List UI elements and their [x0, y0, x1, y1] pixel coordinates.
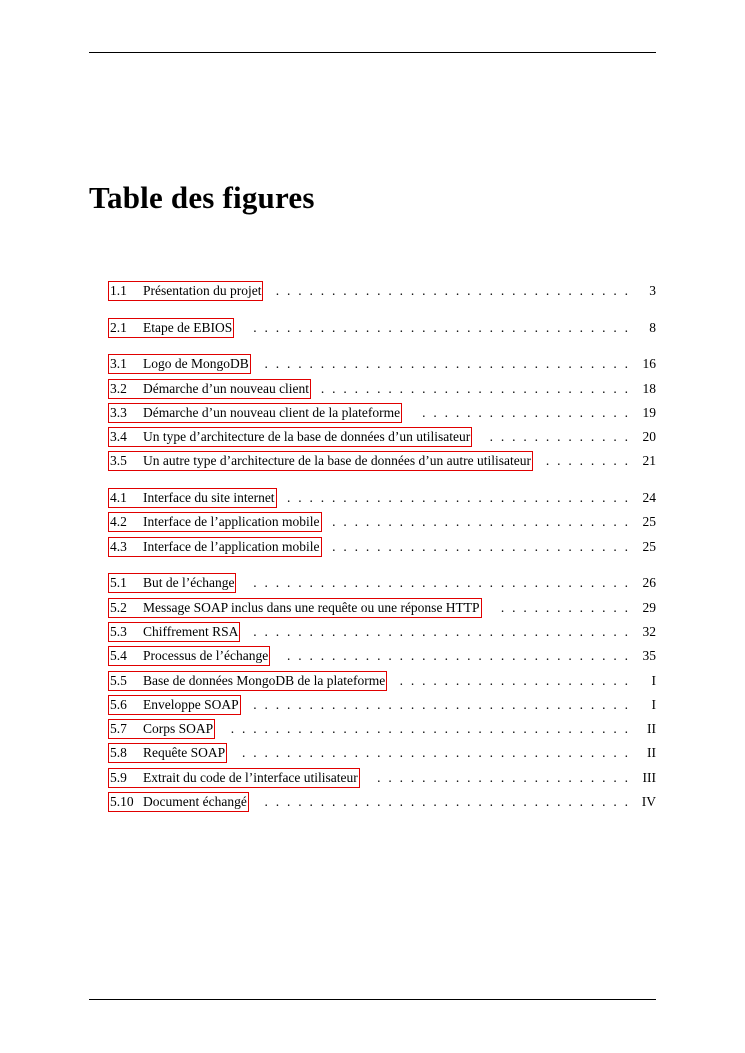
figure-link[interactable] [108, 427, 472, 447]
figure-entry[interactable] [108, 695, 656, 715]
figure-title: Un autre type d’architecture de la base de données d’un autre utilisateur [143, 453, 531, 468]
dot-leader: . . . . . . . . . . . . . . . . . . . . . . . . . . . . . . . . . . [253, 320, 628, 335]
page-number: I [651, 697, 656, 712]
page-number: 16 [642, 356, 656, 371]
figure-entry[interactable] [108, 719, 656, 739]
figure-entry[interactable] [108, 379, 656, 399]
figure-number: 5.10 [110, 794, 134, 809]
page-number: II [647, 745, 656, 760]
figure-number: 5.1 [110, 575, 127, 590]
figure-title: Démarche d’un nouveau client de la plateforme [143, 405, 401, 420]
figure-number: 5.4 [110, 648, 127, 663]
page-number: I [651, 673, 656, 688]
figure-title: Interface du site internet [143, 490, 275, 505]
figure-number: 5.6 [110, 697, 127, 712]
figure-number: 4.1 [110, 490, 127, 505]
header-rule [89, 52, 656, 53]
figure-entry[interactable] [108, 598, 656, 618]
dot-leader: . . . . . . . . . . . . . . . . . . . . . . . . . . . . . . . . . [264, 356, 628, 371]
dot-leader: . . . . . . . . . . . . . . . . . . . . . . . . . . . . . . . [287, 648, 628, 663]
figure-link[interactable] [108, 598, 482, 618]
figure-entry[interactable] [108, 573, 656, 593]
figure-title: Message SOAP inclus dans une requête ou une réponse HTTP [143, 600, 480, 615]
figure-entry[interactable] [108, 427, 656, 447]
figure-title: But de l’échange [143, 575, 235, 590]
figure-link[interactable] [108, 719, 215, 739]
figure-link[interactable] [108, 379, 311, 399]
figure-entry[interactable] [108, 354, 656, 374]
figure-number: 4.2 [110, 514, 127, 529]
figure-link[interactable] [108, 281, 263, 301]
page-number: 3 [649, 283, 656, 298]
figure-link[interactable] [108, 451, 533, 471]
figure-number: 5.9 [110, 770, 127, 785]
figure-title: Chiffrement RSA [143, 624, 239, 639]
figure-entry[interactable] [108, 318, 656, 338]
figure-number: 3.2 [110, 381, 127, 396]
figure-entry[interactable] [108, 646, 656, 666]
figure-title: Extrait du code de l’interface utilisateur [143, 770, 358, 785]
page-number: 18 [642, 381, 656, 396]
figure-entry[interactable] [108, 403, 656, 423]
figure-title: Démarche d’un nouveau client [143, 381, 310, 396]
dot-leader: . . . . . . . . [545, 453, 628, 468]
figure-link[interactable] [108, 354, 251, 374]
dot-leader: . . . . . . . . . . . . . . . . . . . . . . . . . . . . . . . . . . [253, 624, 628, 639]
figure-title: Logo de MongoDB [143, 356, 249, 371]
figure-title: Un type d’architecture de la base de données d’un utilisateur [143, 429, 471, 444]
dot-leader: . . . . . . . . . . . . . . . . . . . . . . . . . . . . . . . . . . . [242, 745, 628, 760]
dot-leader: . . . . . . . . . . . . . . . . . . . . . [399, 673, 628, 688]
page-number: 29 [642, 600, 656, 615]
figure-title: Interface de l’application mobile [143, 539, 320, 554]
page-number: II [647, 721, 656, 736]
figure-number: 3.3 [110, 405, 127, 420]
figure-link[interactable] [108, 743, 227, 763]
dot-leader: . . . . . . . . . . . . . . . . . . . . . . . . . . . . . . . . . . [253, 575, 628, 590]
figure-title: Enveloppe SOAP [143, 697, 239, 712]
figure-link[interactable] [108, 646, 270, 666]
figure-number: 5.5 [110, 673, 127, 688]
figure-number: 1.1 [110, 283, 127, 298]
page-number: 26 [642, 575, 656, 590]
figure-entry[interactable] [108, 743, 656, 763]
dot-leader: . . . . . . . . . . . . . . . . . . . . . . . . . . . . . . . . . . . . [230, 721, 628, 736]
figure-link[interactable] [108, 512, 322, 532]
figure-entry[interactable] [108, 451, 656, 471]
page-number: 19 [642, 405, 656, 420]
figure-link[interactable] [108, 792, 249, 812]
figure-link[interactable] [108, 573, 236, 593]
figure-link[interactable] [108, 537, 322, 557]
footer-rule [89, 999, 656, 1000]
figure-title: Corps SOAP [143, 721, 214, 736]
figure-number: 5.3 [110, 624, 127, 639]
page-number: 24 [642, 490, 656, 505]
figure-number: 3.4 [110, 429, 127, 444]
figure-link[interactable] [108, 622, 240, 642]
page-number: 20 [642, 429, 656, 444]
dot-leader: . . . . . . . . . . . . . . . . . . . . . . . . . . . . [320, 381, 628, 396]
figure-title: Etape de EBIOS [143, 320, 233, 335]
figure-title: Document échangé [143, 794, 247, 809]
figure-title: Requête SOAP [143, 745, 226, 760]
figure-link[interactable] [108, 695, 241, 715]
dot-leader: . . . . . . . . . . . . . . . . . . . . . . . . . . . . . . . . [275, 283, 628, 298]
figure-link[interactable] [108, 768, 360, 788]
figure-title: Présentation du projet [143, 283, 262, 298]
dot-leader: . . . . . . . . . . . . . . . . . . . [422, 405, 628, 420]
page-number: 35 [642, 648, 656, 663]
figure-entry[interactable] [108, 792, 656, 812]
figure-link[interactable] [108, 318, 234, 338]
page-number: IV [641, 794, 656, 809]
page-number: 32 [642, 624, 656, 639]
dot-leader: . . . . . . . . . . . . . . . . . . . . . . . [377, 770, 628, 785]
page-number: 25 [642, 514, 656, 529]
page-number: III [642, 770, 656, 785]
figure-link[interactable] [108, 488, 277, 508]
figure-entry[interactable] [108, 488, 656, 508]
figure-entry[interactable] [108, 512, 656, 532]
figure-entry[interactable] [108, 768, 656, 788]
figure-number: 2.1 [110, 320, 127, 335]
figure-entry[interactable] [108, 537, 656, 557]
page-title: Table des figures [89, 180, 315, 215]
figure-title: Interface de l’application mobile [143, 514, 320, 529]
figure-link[interactable] [108, 403, 402, 423]
dot-leader: . . . . . . . . . . . . . . . . . . . . . . . . . . . . . . . . . [264, 794, 628, 809]
figure-title: Processus de l’échange [143, 648, 269, 663]
figure-number: 5.8 [110, 745, 127, 760]
dot-leader: . . . . . . . . . . . . [500, 600, 628, 615]
figure-number: 5.2 [110, 600, 127, 615]
dot-leader: . . . . . . . . . . . . . . . . . . . . . . . . . . . . . . . . . . [253, 697, 628, 712]
page-number: 21 [642, 453, 656, 468]
page-number: 8 [649, 320, 656, 335]
figure-title: Base de données MongoDB de la plateforme [143, 673, 386, 688]
dot-leader: . . . . . . . . . . . . . . . . . . . . . . . . . . . [332, 539, 628, 554]
figure-number: 4.3 [110, 539, 127, 554]
figure-number: 3.1 [110, 356, 127, 371]
page-number: 25 [642, 539, 656, 554]
figure-entry[interactable] [108, 281, 656, 301]
figure-link[interactable] [108, 671, 387, 691]
dot-leader: . . . . . . . . . . . . . [489, 429, 628, 444]
figure-entry[interactable] [108, 671, 656, 691]
dot-leader: . . . . . . . . . . . . . . . . . . . . . . . . . . . . . . . [287, 490, 628, 505]
figure-entry[interactable] [108, 622, 656, 642]
dot-leader: . . . . . . . . . . . . . . . . . . . . . . . . . . . [332, 514, 628, 529]
figure-number: 5.7 [110, 721, 127, 736]
figure-number: 3.5 [110, 453, 127, 468]
